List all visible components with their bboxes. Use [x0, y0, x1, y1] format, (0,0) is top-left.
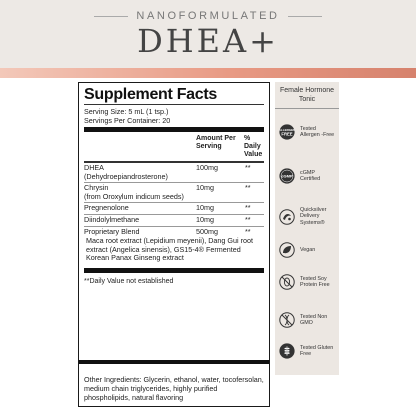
- badge-cgmp: [279, 168, 335, 184]
- divider: [84, 104, 264, 105]
- non-gmo-icon: [279, 312, 295, 328]
- badge-gluten-free: [279, 343, 335, 359]
- divider-thick: [84, 268, 264, 273]
- supplement-facts-panel: [78, 82, 270, 407]
- facts-row: [84, 163, 264, 183]
- ingredient-amount: 500mg: [196, 226, 218, 236]
- cgmp-icon: [279, 168, 295, 184]
- badge-soy-free: [279, 274, 335, 290]
- sidebar-title: Female Hormone Tonic: [279, 87, 335, 103]
- blend-detail: Maca root extract (Lepidium meyenii), Dang Gui root extract (Angelica sinensis), GS15-4® Fermented Korean Panax Ginseng extract: [86, 236, 253, 263]
- badge-label: Tested Allergen -Free: [300, 125, 335, 138]
- product-subtitle: NANOFORMULATED: [0, 10, 416, 22]
- label-header: [0, 0, 416, 68]
- product-title: DHEA+: [137, 22, 279, 60]
- soy-free-icon: [279, 274, 295, 290]
- amount-header: Amount Per Serving: [196, 135, 236, 150]
- divider-thick: [84, 127, 264, 132]
- ingredient-name: Proprietary Blend: [84, 226, 140, 236]
- ingredient-dv: **: [245, 226, 251, 236]
- badge-allergen-free: [279, 124, 335, 140]
- other-ingredients: Other Ingredients: Glycerin, ethanol, water, tocofersolan, medium chain triglycerides, highly purified phospholipids, natural flavoring: [84, 375, 264, 402]
- facts-column-header: [84, 133, 264, 161]
- badge-label: Tested Gluten Free: [300, 344, 334, 357]
- ingredient-dv: **: [245, 214, 251, 224]
- divider: [275, 108, 339, 109]
- facts-row: [84, 215, 264, 227]
- badge-label: Tested Non GMO: [300, 313, 328, 326]
- badge-label: cGMP Certified: [300, 169, 321, 182]
- ingredient-dv: **: [245, 183, 251, 193]
- allergen-free-icon: [279, 124, 295, 140]
- gluten-free-icon: [279, 343, 295, 359]
- accent-band: [0, 68, 416, 78]
- daily-value-footnote: **Daily Value not established: [84, 277, 174, 285]
- ingredient-sub: (Dehydroepiandrosterone): [84, 171, 168, 181]
- facts-row: [84, 203, 264, 215]
- benefits-sidebar: [275, 82, 339, 375]
- dv-header: % Daily Value: [244, 135, 263, 158]
- badge-label: Vegan: [300, 246, 316, 253]
- svg-text:ALLERGEN: ALLERGEN: [279, 128, 295, 133]
- ingredient-dv: **: [245, 203, 251, 213]
- servings-per-container: Servings Per Container: 20: [84, 116, 171, 125]
- badge-label: Quicksilver Delivery Systems®: [300, 207, 327, 226]
- ingredient-amount: 100mg: [196, 163, 218, 172]
- ingredient-name: Chrysin: [84, 183, 109, 193]
- ingredient-sub: (from Oroxylum indicum seeds): [84, 191, 184, 201]
- ingredient-amount: 10mg: [196, 203, 214, 213]
- delivery-system-icon: [279, 209, 295, 225]
- ingredient-amount: 10mg: [196, 183, 214, 193]
- serving-size: Serving Size: 5 mL (1 tsp.): [84, 107, 169, 116]
- svg-text:cGMP: cGMP: [281, 173, 293, 179]
- badge-non-gmo: [279, 312, 335, 328]
- badge-vegan: [279, 242, 335, 258]
- ingredient-name: DHEA: [84, 163, 104, 172]
- ingredient-name: Pregnenolone: [84, 203, 129, 213]
- divider-thick: [79, 360, 269, 364]
- vegan-leaf-icon: [279, 242, 295, 258]
- ingredient-dv: **: [245, 163, 251, 172]
- facts-row: [84, 183, 264, 203]
- badge-label: Tested Soy Protein Free: [300, 275, 330, 288]
- facts-title: Supplement Facts: [84, 86, 218, 103]
- badge-delivery-systems: [279, 207, 335, 226]
- ingredient-amount: 10mg: [196, 214, 214, 224]
- svg-text:FREE: FREE: [281, 131, 293, 137]
- ingredient-name: Diindolylmethane: [84, 214, 140, 224]
